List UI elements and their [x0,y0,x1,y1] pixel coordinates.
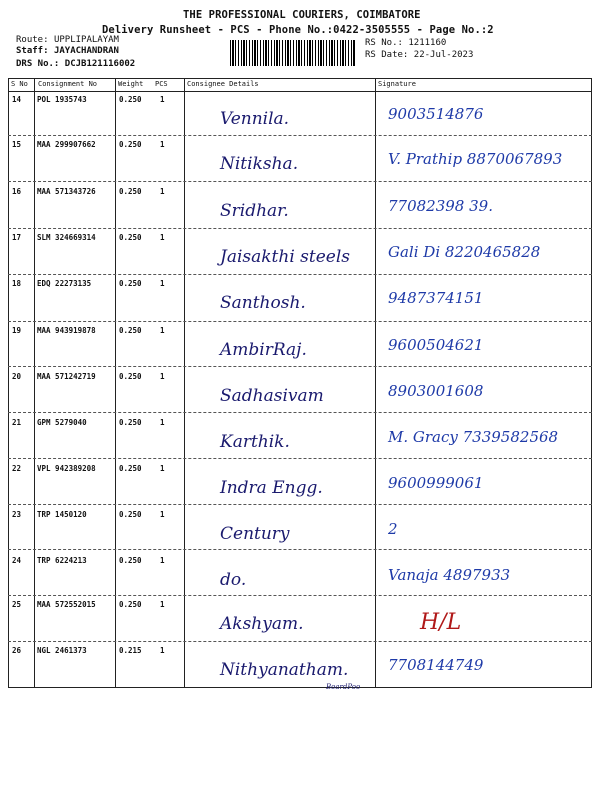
row-pcs: 1 [160,418,165,427]
col-header-consignment: Consignment No [38,80,98,88]
row-sno: 14 [12,95,22,104]
row-signature: Gali Di 8220465828 [388,243,541,261]
board-poo-note: BoardPoo [326,683,361,691]
row-sno: 26 [12,646,22,655]
drs-label: DRS No.: [16,59,60,69]
row-signature: 9487374151 [388,289,484,307]
row-signature: 8903001608 [388,382,484,400]
row-weight: 0.250 [119,140,142,149]
row-consignment-no: TRP 1450120 [37,510,87,519]
col-divider [184,78,185,688]
row-sno: 16 [12,187,22,196]
row-sno: 20 [12,372,22,381]
rs-no-value: 1211160 [408,38,447,48]
col-divider [34,78,35,688]
row-consignment-no: SLM 324669314 [37,233,96,242]
row-divider [8,641,592,642]
row-signature: 9600999061 [388,474,484,492]
runsheet-table [8,78,592,688]
col-header-weight: Weight [118,80,144,88]
row-pcs: 1 [160,646,165,655]
company-title: THE PROFESSIONAL COURIERS, COIMBATORE [183,9,421,21]
row-consignment-no: MAA 299907662 [37,140,96,149]
row-pcs: 1 [160,187,165,196]
col-header-consignee: Consignee Details [187,80,259,88]
row-pcs: 1 [160,279,165,288]
row-consignee-handwritten: Santhosh. [220,293,306,313]
barcode [230,40,355,66]
row-consignee-handwritten: Indra Engg. [220,478,323,498]
row-weight: 0.250 [119,464,142,473]
row-sno: 18 [12,279,22,288]
row-pcs: 1 [160,510,165,519]
runsheet-title: Delivery Runsheet - PCS - Phone No.:0422-3505555 - Page No.:2 [102,24,494,36]
rs-no-line [365,38,446,48]
row-pcs: 1 [160,140,165,149]
row-pcs: 1 [160,464,165,473]
row-consignee-handwritten: Akshyam. [220,614,304,634]
row-divider [8,274,592,275]
row-sno: 23 [12,510,22,519]
rs-date-line [365,50,473,60]
row-pcs: 1 [160,556,165,565]
row-consignee-handwritten: Jaisakthi steels [220,247,351,267]
drs-value: DCJB121116002 [64,59,136,69]
row-divider [8,595,592,596]
row-consignment-no: TRP 6224213 [37,556,87,565]
row-consignment-no: MAA 571242719 [37,372,96,381]
row-pcs: 1 [160,600,165,609]
staff-line [16,46,119,56]
route-label: Route: [16,35,49,45]
col-header-pcs: PCS [155,80,168,88]
row-divider [8,181,592,182]
rs-no-label: RS No.: [365,38,403,48]
row-sno: 21 [12,418,22,427]
row-divider [8,412,592,413]
row-divider [8,228,592,229]
row-divider [8,549,592,550]
row-consignee-handwritten: Nithyanatham. [220,660,349,680]
row-sno: 22 [12,464,22,473]
row-signature: V. Prathip 8870067893 [388,150,563,168]
row-consignment-no: POL 1935743 [37,95,87,104]
col-divider [375,78,376,688]
row-pcs: 1 [160,372,165,381]
row-consignment-no: MAA 943919878 [37,326,96,335]
row-weight: 0.250 [119,600,142,609]
staff-value: JAYACHANDRAN [53,46,119,56]
row-consignee-handwritten: do. [220,570,247,590]
row-signature: 7708144749 [388,656,484,674]
row-weight: 0.250 [119,233,142,242]
row-consignment-no: EDQ 22273135 [37,279,92,288]
row-sno: 25 [12,600,22,609]
row-signature: H/L [420,610,462,635]
row-signature: Vanaja 4897933 [388,566,511,584]
row-sno: 17 [12,233,22,242]
row-pcs: 1 [160,233,165,242]
row-weight: 0.250 [119,279,142,288]
row-sno: 19 [12,326,22,335]
route-value: UPPLIPALAYAM [53,35,119,45]
row-consignee-handwritten: Nitiksha. [220,154,299,174]
row-consignee-handwritten: Century [220,524,290,544]
row-consignment-no: GPM 5279040 [37,418,87,427]
row-consignment-no: MAA 571343726 [37,187,96,196]
col-divider [115,78,116,688]
row-divider [8,366,592,367]
row-consignee-handwritten: Sadhasivam [220,386,324,406]
row-sno: 15 [12,140,22,149]
row-pcs: 1 [160,326,165,335]
row-signature: 2 [388,520,398,538]
col-header-sno: S No [11,80,28,88]
row-signature: M. Gracy 7339582568 [388,428,559,446]
row-signature: 9003514876 [388,105,484,123]
row-divider [8,321,592,322]
rs-date-value: 22-Jul-2023 [413,50,474,60]
drs-line [16,59,135,69]
row-divider [8,504,592,505]
row-consignment-no: MAA 572552015 [37,600,96,609]
row-consignee-handwritten: Vennila. [220,109,290,129]
row-weight: 0.250 [119,372,142,381]
row-signature: 77082398 39. [388,197,493,215]
row-sno: 24 [12,556,22,565]
row-weight: 0.215 [119,646,142,655]
header-divider [8,91,592,92]
row-weight: 0.250 [119,326,142,335]
row-divider [8,458,592,459]
row-weight: 0.250 [119,418,142,427]
col-header-signature: Signature [378,80,416,88]
route-line [16,35,119,45]
row-weight: 0.250 [119,95,142,104]
row-weight: 0.250 [119,510,142,519]
row-consignee-handwritten: Karthik. [220,432,290,452]
row-divider [8,135,592,136]
row-consignee-handwritten: AmbirRaj. [220,340,307,360]
row-weight: 0.250 [119,187,142,196]
row-weight: 0.250 [119,556,142,565]
row-consignment-no: NGL 2461373 [37,646,87,655]
rs-date-label: RS Date: [365,50,409,60]
row-consignee-handwritten: Sridhar. [220,201,289,221]
staff-label: Staff: [16,46,49,56]
row-pcs: 1 [160,95,165,104]
row-signature: 9600504621 [388,336,484,354]
row-consignment-no: VPL 942389208 [37,464,96,473]
